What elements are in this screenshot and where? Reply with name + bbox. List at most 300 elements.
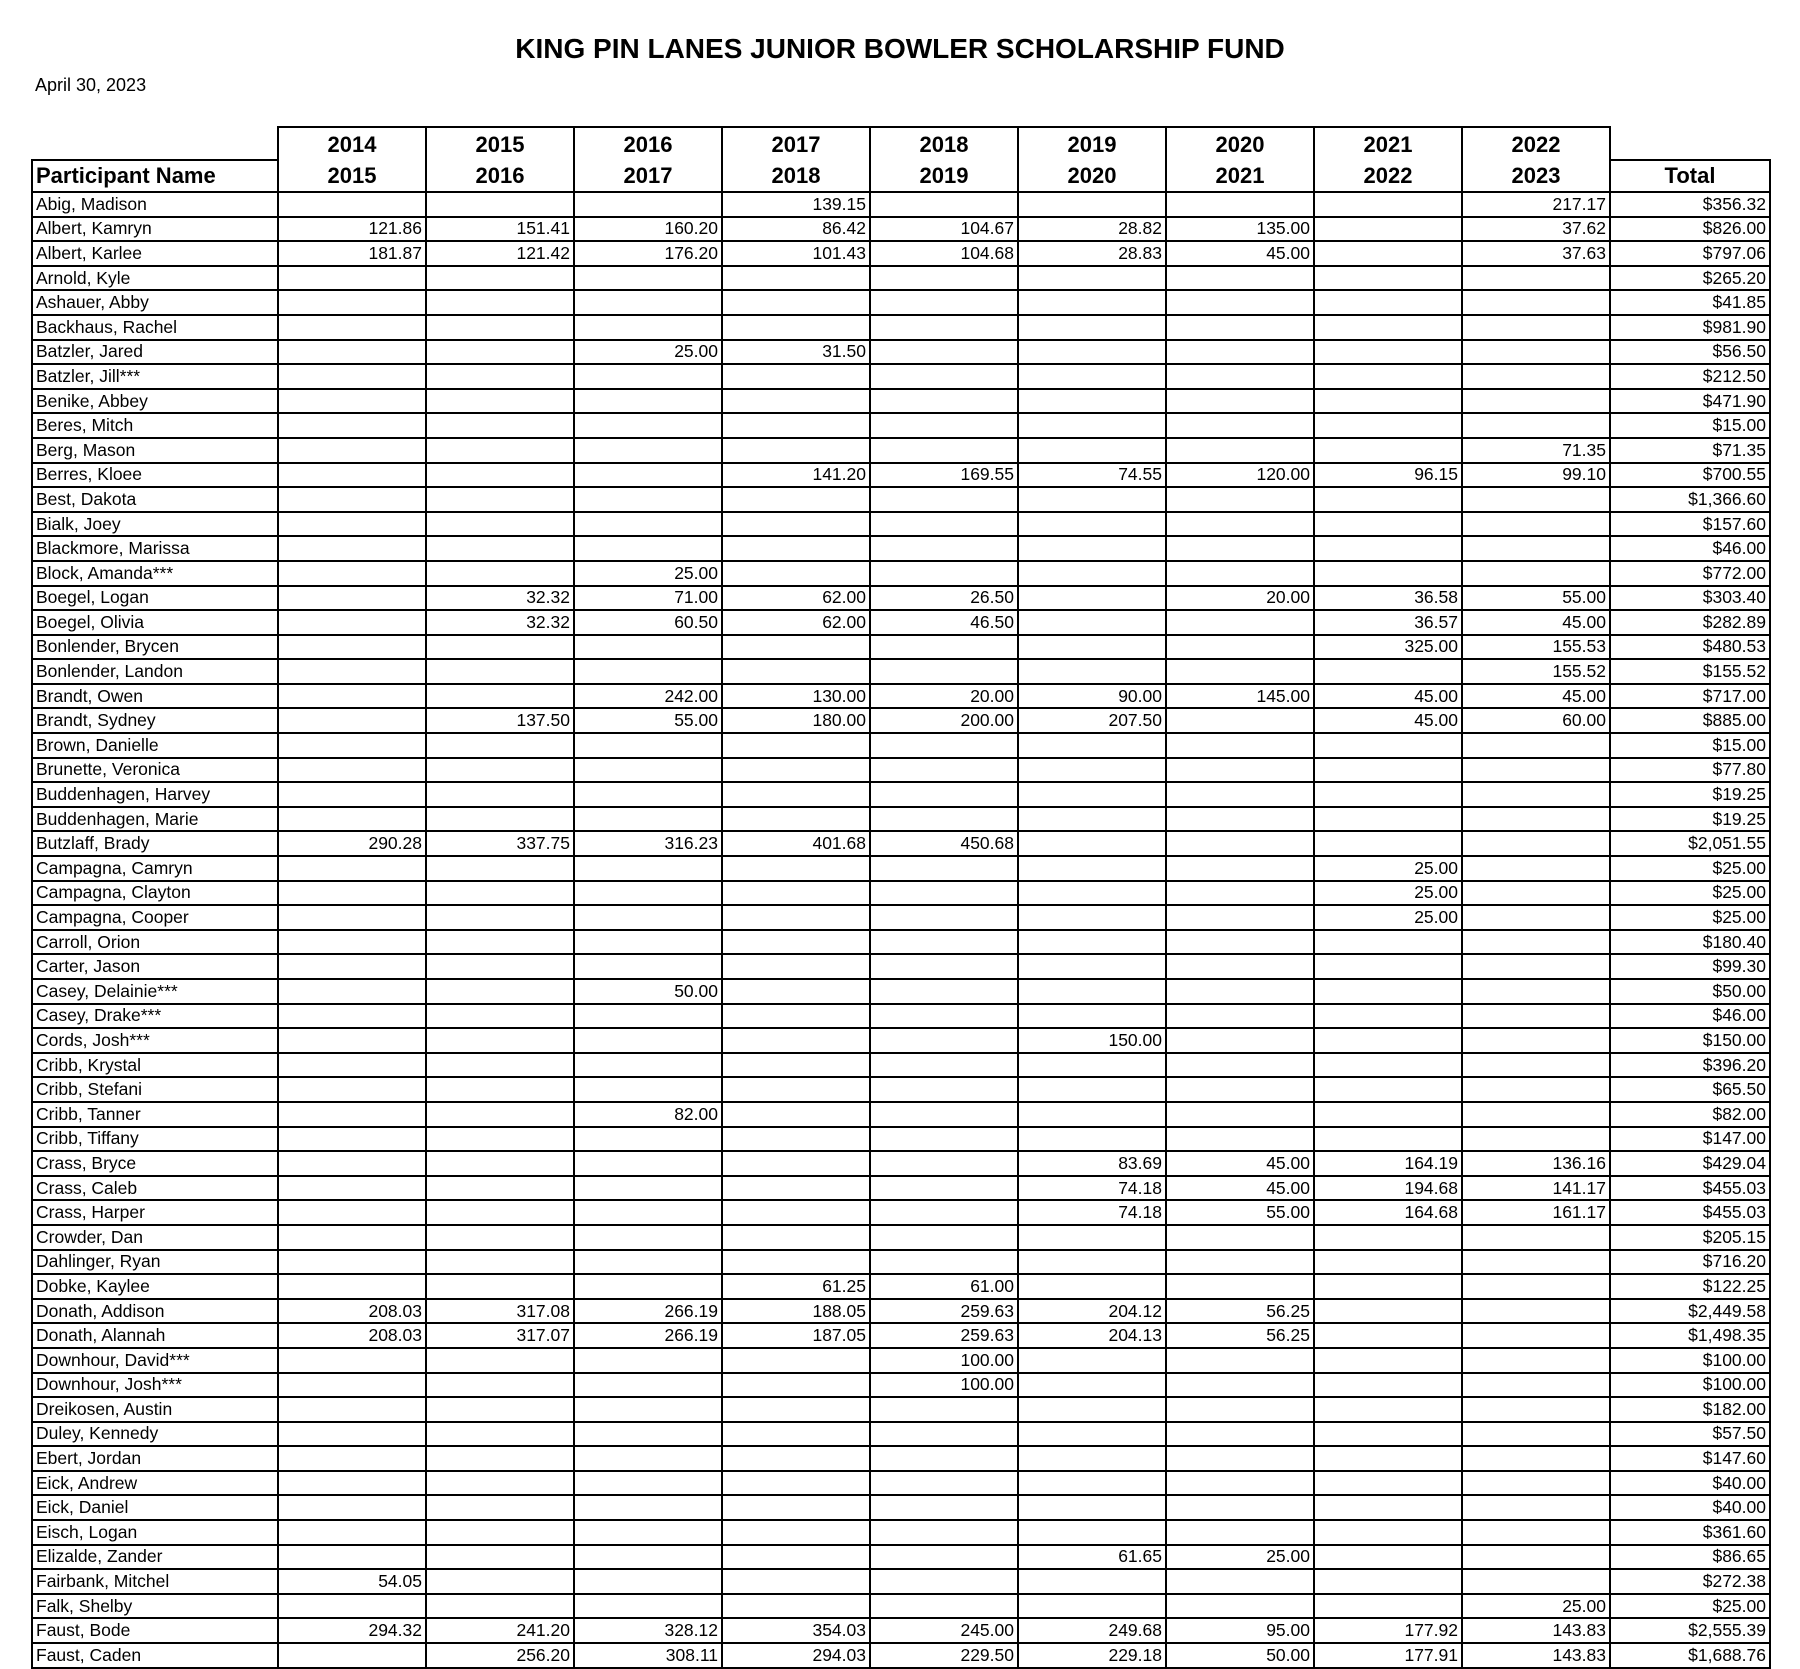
year-amount-cell — [1018, 733, 1166, 758]
year-amount-cell — [1314, 930, 1462, 955]
year-amount-cell — [722, 438, 870, 463]
year-amount-cell: 45.00 — [1166, 1151, 1314, 1176]
year-amount-cell — [870, 1151, 1018, 1176]
year-amount-cell — [278, 1004, 426, 1029]
year-amount-cell — [1018, 856, 1166, 881]
year-amount-cell: 139.15 — [722, 192, 870, 217]
year-amount-cell — [870, 635, 1018, 660]
table-row — [32, 364, 1770, 389]
year-amount-cell — [722, 561, 870, 586]
year-amount-cell: 74.18 — [1018, 1176, 1166, 1201]
year-amount-cell — [1166, 340, 1314, 365]
table-row — [32, 856, 1770, 881]
year-amount-cell — [574, 635, 722, 660]
year-amount-cell: 25.00 — [574, 561, 722, 586]
participant-name-cell: Faust, Caden — [32, 1643, 278, 1668]
participant-name-cell: Blackmore, Marissa — [32, 536, 278, 561]
year-amount-cell — [574, 1569, 722, 1594]
year-amount-cell — [722, 1569, 870, 1594]
year-amount-cell — [1462, 1348, 1610, 1373]
table-row — [32, 1053, 1770, 1078]
table-row — [32, 954, 1770, 979]
year-amount-cell: 354.03 — [722, 1618, 870, 1643]
year-amount-cell — [1462, 512, 1610, 537]
table-row — [32, 1495, 1770, 1520]
year-amount-cell — [870, 979, 1018, 1004]
year-amount-cell — [574, 1176, 722, 1201]
year-amount-cell — [1462, 782, 1610, 807]
year-amount-cell — [426, 733, 574, 758]
year-amount-cell — [574, 536, 722, 561]
year-amount-cell: 164.68 — [1314, 1200, 1462, 1225]
year-amount-cell — [278, 954, 426, 979]
year-amount-cell — [722, 733, 870, 758]
year-amount-cell — [1462, 1028, 1610, 1053]
year-amount-cell — [1018, 290, 1166, 315]
year-amount-cell — [1166, 192, 1314, 217]
year-amount-cell — [574, 1545, 722, 1570]
year-amount-cell — [870, 1495, 1018, 1520]
year-amount-cell — [1462, 413, 1610, 438]
column-header-year-start: 2014 — [278, 127, 426, 160]
year-amount-cell: 83.69 — [1018, 1151, 1166, 1176]
year-amount-cell — [870, 659, 1018, 684]
year-amount-cell — [574, 315, 722, 340]
year-amount-cell — [722, 1373, 870, 1398]
year-amount-cell — [426, 192, 574, 217]
year-amount-cell: 36.58 — [1314, 586, 1462, 611]
year-amount-cell — [1018, 1397, 1166, 1422]
participant-name-cell: Arnold, Kyle — [32, 266, 278, 291]
total-cell: $2,051.55 — [1610, 831, 1770, 856]
year-amount-cell — [1018, 340, 1166, 365]
year-amount-cell: 187.05 — [722, 1323, 870, 1348]
year-amount-cell — [1018, 881, 1166, 906]
year-amount-cell — [426, 1495, 574, 1520]
header-spacer — [32, 127, 278, 160]
total-cell: $19.25 — [1610, 807, 1770, 832]
year-amount-cell — [1462, 1471, 1610, 1496]
year-amount-cell: 294.32 — [278, 1618, 426, 1643]
year-amount-cell — [1314, 561, 1462, 586]
year-amount-cell — [278, 463, 426, 488]
year-amount-cell — [722, 364, 870, 389]
year-amount-cell — [1018, 266, 1166, 291]
year-amount-cell — [426, 315, 574, 340]
report-title: KING PIN LANES JUNIOR BOWLER SCHOLARSHIP FUND — [515, 33, 1285, 64]
participant-name-cell: Dreikosen, Austin — [32, 1397, 278, 1422]
year-amount-cell: 55.00 — [574, 708, 722, 733]
year-amount-cell — [278, 635, 426, 660]
year-amount-cell: 229.50 — [870, 1643, 1018, 1668]
year-amount-cell — [1018, 561, 1166, 586]
year-amount-cell — [1314, 1077, 1462, 1102]
year-amount-cell — [426, 561, 574, 586]
year-amount-cell — [722, 1176, 870, 1201]
total-cell: $772.00 — [1610, 561, 1770, 586]
year-amount-cell — [870, 487, 1018, 512]
year-amount-cell — [870, 1250, 1018, 1275]
year-amount-cell — [870, 413, 1018, 438]
column-header-year-start: 2019 — [1018, 127, 1166, 160]
year-amount-cell — [426, 1569, 574, 1594]
table-row — [32, 1151, 1770, 1176]
year-amount-cell — [278, 364, 426, 389]
participant-name-cell: Bonlender, Brycen — [32, 635, 278, 660]
year-amount-cell — [278, 930, 426, 955]
year-amount-cell: 200.00 — [870, 708, 1018, 733]
table-header — [32, 127, 1770, 192]
year-amount-cell — [1018, 438, 1166, 463]
year-amount-cell — [426, 1373, 574, 1398]
participant-name-cell: Falk, Shelby — [32, 1594, 278, 1619]
year-amount-cell: 74.18 — [1018, 1200, 1166, 1225]
year-amount-cell — [722, 758, 870, 783]
year-amount-cell — [426, 856, 574, 881]
year-amount-cell — [1462, 1274, 1610, 1299]
table-row — [32, 1225, 1770, 1250]
year-amount-cell: 207.50 — [1018, 708, 1166, 733]
year-amount-cell — [1018, 807, 1166, 832]
year-amount-cell — [426, 1446, 574, 1471]
year-amount-cell — [1018, 1225, 1166, 1250]
year-amount-cell — [722, 487, 870, 512]
table-row — [32, 536, 1770, 561]
year-amount-cell — [1018, 586, 1166, 611]
total-cell: $1,498.35 — [1610, 1323, 1770, 1348]
year-amount-cell — [278, 512, 426, 537]
year-amount-cell — [278, 1077, 426, 1102]
year-amount-cell — [1166, 290, 1314, 315]
year-amount-cell — [870, 905, 1018, 930]
table-row — [32, 586, 1770, 611]
year-amount-cell — [1018, 389, 1166, 414]
year-amount-cell: 25.00 — [1166, 1545, 1314, 1570]
year-amount-cell — [722, 1545, 870, 1570]
table-row — [32, 733, 1770, 758]
year-amount-cell — [870, 561, 1018, 586]
year-amount-cell: 136.16 — [1462, 1151, 1610, 1176]
participant-name-cell: Faust, Bode — [32, 1618, 278, 1643]
year-amount-cell — [870, 1004, 1018, 1029]
year-amount-cell: 32.32 — [426, 586, 574, 611]
year-amount-cell — [1314, 782, 1462, 807]
year-amount-cell: 290.28 — [278, 831, 426, 856]
year-amount-cell — [722, 290, 870, 315]
year-amount-cell — [722, 930, 870, 955]
year-amount-cell — [1166, 1495, 1314, 1520]
year-amount-cell — [574, 733, 722, 758]
year-amount-cell — [722, 1471, 870, 1496]
year-amount-cell — [1166, 856, 1314, 881]
column-header-year-start: 2017 — [722, 127, 870, 160]
total-cell: $122.25 — [1610, 1274, 1770, 1299]
year-amount-cell — [1462, 1077, 1610, 1102]
year-amount-cell: 45.00 — [1166, 1176, 1314, 1201]
column-header-year-end: 2019 — [870, 160, 1018, 192]
year-amount-cell: 141.20 — [722, 463, 870, 488]
year-amount-cell — [278, 1471, 426, 1496]
year-amount-cell — [278, 610, 426, 635]
year-amount-cell: 450.68 — [870, 831, 1018, 856]
year-amount-cell — [426, 413, 574, 438]
year-amount-cell — [1166, 364, 1314, 389]
year-amount-cell: 208.03 — [278, 1299, 426, 1324]
year-amount-cell — [278, 758, 426, 783]
total-cell: $272.38 — [1610, 1569, 1770, 1594]
table-row — [32, 635, 1770, 660]
year-amount-cell — [1166, 881, 1314, 906]
participant-name-cell: Eick, Andrew — [32, 1471, 278, 1496]
column-header-year-end: 2021 — [1166, 160, 1314, 192]
participant-name-cell: Cribb, Krystal — [32, 1053, 278, 1078]
year-amount-cell: 259.63 — [870, 1323, 1018, 1348]
year-amount-cell — [574, 1348, 722, 1373]
year-amount-cell — [1314, 217, 1462, 242]
year-amount-cell — [278, 1397, 426, 1422]
year-amount-cell: 177.92 — [1314, 1618, 1462, 1643]
column-header-total: Total — [1610, 160, 1770, 192]
year-amount-cell — [722, 979, 870, 1004]
year-amount-cell — [870, 881, 1018, 906]
year-amount-cell: 151.41 — [426, 217, 574, 242]
table-row — [32, 413, 1770, 438]
table-row — [32, 1397, 1770, 1422]
table-row — [32, 1299, 1770, 1324]
year-amount-cell — [574, 389, 722, 414]
total-cell: $150.00 — [1610, 1028, 1770, 1053]
year-amount-cell — [1166, 954, 1314, 979]
year-amount-cell — [870, 1053, 1018, 1078]
year-amount-cell: 401.68 — [722, 831, 870, 856]
year-amount-cell — [426, 1200, 574, 1225]
year-amount-cell — [1314, 389, 1462, 414]
year-amount-cell: 325.00 — [1314, 635, 1462, 660]
year-amount-cell — [1018, 979, 1166, 1004]
year-amount-cell — [1166, 1077, 1314, 1102]
year-amount-cell — [1462, 1004, 1610, 1029]
total-cell: $716.20 — [1610, 1250, 1770, 1275]
year-amount-cell — [1018, 536, 1166, 561]
year-amount-cell: 266.19 — [574, 1323, 722, 1348]
year-amount-cell — [722, 856, 870, 881]
table-row — [32, 1471, 1770, 1496]
participant-name-cell: Ebert, Jordan — [32, 1446, 278, 1471]
year-amount-cell — [870, 340, 1018, 365]
year-amount-cell — [1462, 315, 1610, 340]
year-amount-cell — [722, 1151, 870, 1176]
year-amount-cell: 25.00 — [1314, 905, 1462, 930]
year-amount-cell: 61.25 — [722, 1274, 870, 1299]
year-amount-cell: 100.00 — [870, 1373, 1018, 1398]
table-row — [32, 1200, 1770, 1225]
year-amount-cell — [426, 758, 574, 783]
table-row — [32, 512, 1770, 537]
year-amount-cell — [1018, 1077, 1166, 1102]
total-cell: $885.00 — [1610, 708, 1770, 733]
participant-name-cell: Cribb, Tanner — [32, 1102, 278, 1127]
year-amount-cell — [426, 782, 574, 807]
participant-name-cell: Crass, Caleb — [32, 1176, 278, 1201]
participant-name-cell: Dahlinger, Ryan — [32, 1250, 278, 1275]
column-header-year-end: 2017 — [574, 160, 722, 192]
table-row — [32, 241, 1770, 266]
year-amount-cell — [1314, 1028, 1462, 1053]
column-header-year-start: 2022 — [1462, 127, 1610, 160]
total-cell: $303.40 — [1610, 586, 1770, 611]
year-amount-cell — [278, 1446, 426, 1471]
year-amount-cell: 60.00 — [1462, 708, 1610, 733]
year-amount-cell — [870, 438, 1018, 463]
year-amount-cell — [278, 586, 426, 611]
year-amount-cell — [1166, 807, 1314, 832]
year-amount-cell — [1018, 1422, 1166, 1447]
participant-name-cell: Brunette, Veronica — [32, 758, 278, 783]
year-amount-cell: 259.63 — [870, 1299, 1018, 1324]
year-amount-cell — [1462, 1569, 1610, 1594]
year-amount-cell — [574, 1200, 722, 1225]
year-amount-cell — [426, 290, 574, 315]
year-amount-cell — [1314, 413, 1462, 438]
year-amount-cell — [1462, 1545, 1610, 1570]
participant-name-cell: Brandt, Owen — [32, 684, 278, 709]
participant-name-cell: Ashauer, Abby — [32, 290, 278, 315]
total-cell: $265.20 — [1610, 266, 1770, 291]
year-amount-cell — [1462, 1520, 1610, 1545]
year-amount-cell: 208.03 — [278, 1323, 426, 1348]
year-amount-cell — [1166, 708, 1314, 733]
year-amount-cell: 46.50 — [870, 610, 1018, 635]
year-amount-cell — [1314, 1225, 1462, 1250]
year-amount-cell — [870, 1545, 1018, 1570]
year-amount-cell — [1166, 1102, 1314, 1127]
year-amount-cell: 54.05 — [278, 1569, 426, 1594]
year-amount-cell: 20.00 — [870, 684, 1018, 709]
year-amount-cell — [574, 1446, 722, 1471]
year-amount-cell — [1166, 905, 1314, 930]
year-amount-cell: 55.00 — [1462, 586, 1610, 611]
year-amount-cell — [426, 364, 574, 389]
year-amount-cell — [1018, 610, 1166, 635]
year-amount-cell — [1314, 487, 1462, 512]
year-amount-cell — [278, 1545, 426, 1570]
table-row — [32, 881, 1770, 906]
year-amount-cell — [722, 1250, 870, 1275]
year-amount-cell: 177.91 — [1314, 1643, 1462, 1668]
total-cell: $981.90 — [1610, 315, 1770, 340]
year-amount-cell: 266.19 — [574, 1299, 722, 1324]
year-amount-cell: 62.00 — [722, 610, 870, 635]
year-amount-cell — [870, 782, 1018, 807]
year-amount-cell — [1462, 1495, 1610, 1520]
total-cell: $2,555.39 — [1610, 1618, 1770, 1643]
year-amount-cell — [870, 1422, 1018, 1447]
year-amount-cell — [278, 881, 426, 906]
year-amount-cell — [1018, 1520, 1166, 1545]
year-amount-cell — [870, 512, 1018, 537]
year-amount-cell — [1314, 1422, 1462, 1447]
year-amount-cell — [278, 856, 426, 881]
year-amount-cell — [1314, 1323, 1462, 1348]
year-amount-cell: 150.00 — [1018, 1028, 1166, 1053]
year-amount-cell — [426, 1397, 574, 1422]
total-cell: $50.00 — [1610, 979, 1770, 1004]
participant-name-cell: Casey, Delainie*** — [32, 979, 278, 1004]
year-amount-cell — [1314, 1102, 1462, 1127]
year-amount-cell — [278, 1348, 426, 1373]
year-amount-cell: 25.00 — [1462, 1594, 1610, 1619]
year-amount-cell — [574, 1594, 722, 1619]
year-amount-cell — [1018, 930, 1166, 955]
year-amount-cell — [278, 487, 426, 512]
participant-name-cell: Cords, Josh*** — [32, 1028, 278, 1053]
participant-name-cell: Beres, Mitch — [32, 413, 278, 438]
year-amount-cell: 180.00 — [722, 708, 870, 733]
year-amount-cell — [1314, 1569, 1462, 1594]
year-amount-cell: 337.75 — [426, 831, 574, 856]
total-cell: $157.60 — [1610, 512, 1770, 537]
year-amount-cell — [722, 266, 870, 291]
year-amount-cell — [278, 684, 426, 709]
year-amount-cell: 61.00 — [870, 1274, 1018, 1299]
year-amount-cell — [1314, 1397, 1462, 1422]
year-amount-cell: 143.83 — [1462, 1643, 1610, 1668]
participant-name-cell: Cribb, Tiffany — [32, 1127, 278, 1152]
year-amount-cell: 45.00 — [1462, 684, 1610, 709]
year-amount-cell — [278, 1151, 426, 1176]
table-row — [32, 905, 1770, 930]
year-amount-cell — [870, 1569, 1018, 1594]
year-amount-cell — [426, 1594, 574, 1619]
year-amount-cell: 294.03 — [722, 1643, 870, 1668]
year-amount-cell — [278, 1422, 426, 1447]
participant-name-cell: Fairbank, Mitchel — [32, 1569, 278, 1594]
year-amount-cell: 50.00 — [574, 979, 722, 1004]
participant-name-cell: Berres, Kloee — [32, 463, 278, 488]
year-amount-cell: 121.86 — [278, 217, 426, 242]
total-cell: $2,449.58 — [1610, 1299, 1770, 1324]
table-row — [32, 1446, 1770, 1471]
year-amount-cell — [870, 856, 1018, 881]
year-amount-cell: 143.83 — [1462, 1618, 1610, 1643]
year-amount-cell — [574, 1028, 722, 1053]
column-header-year-end: 2023 — [1462, 160, 1610, 192]
year-amount-cell — [1166, 610, 1314, 635]
year-amount-cell: 121.42 — [426, 241, 574, 266]
year-amount-cell — [722, 536, 870, 561]
year-amount-cell — [1018, 1102, 1166, 1127]
year-amount-cell — [426, 1151, 574, 1176]
year-amount-cell — [426, 1102, 574, 1127]
year-amount-cell — [278, 536, 426, 561]
participant-name-cell: Buddenhagen, Marie — [32, 807, 278, 832]
year-amount-cell — [722, 1594, 870, 1619]
year-amount-cell — [1462, 807, 1610, 832]
column-header-year-end: 2020 — [1018, 160, 1166, 192]
table-row — [32, 979, 1770, 1004]
year-amount-cell — [278, 561, 426, 586]
year-amount-cell: 242.00 — [574, 684, 722, 709]
year-amount-cell — [574, 266, 722, 291]
year-amount-cell — [1166, 1520, 1314, 1545]
participant-name-cell: Donath, Alannah — [32, 1323, 278, 1348]
participant-name-cell: Batzler, Jared — [32, 340, 278, 365]
year-amount-cell — [1462, 979, 1610, 1004]
year-amount-cell: 161.17 — [1462, 1200, 1610, 1225]
column-header-year-start: 2020 — [1166, 127, 1314, 160]
table-row — [32, 192, 1770, 217]
year-amount-cell — [278, 659, 426, 684]
